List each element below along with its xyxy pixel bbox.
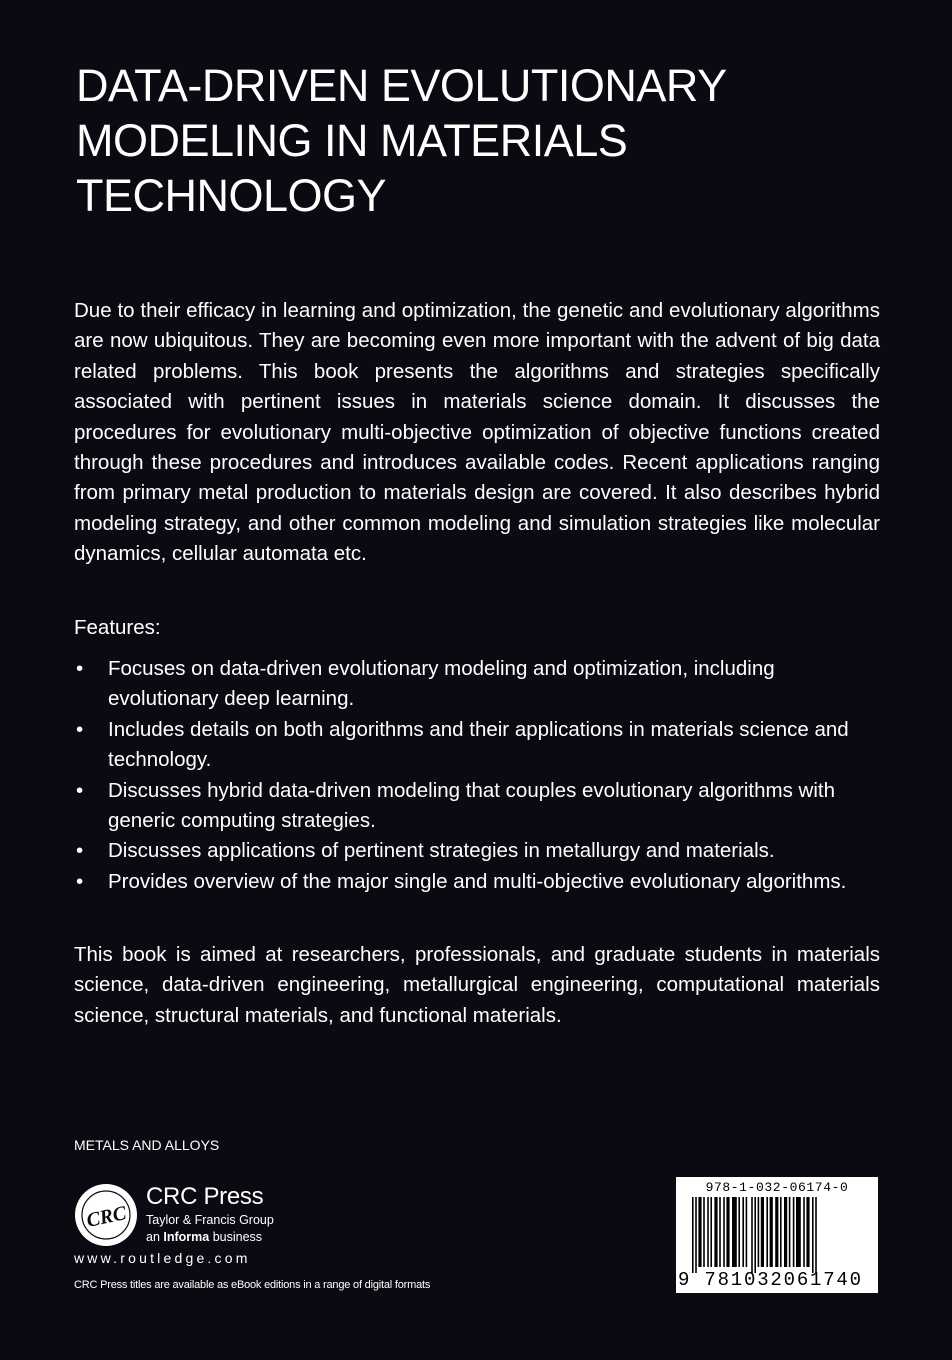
book-title [76, 58, 876, 223]
barcode-bar [766, 1197, 768, 1267]
barcode-bar [796, 1197, 801, 1267]
feature-item [74, 776, 880, 837]
barcode-bar [761, 1197, 764, 1267]
isbn-barcode [676, 1177, 878, 1293]
series-name: METALS AND ALLOYS [74, 1137, 220, 1153]
barcode-bar [719, 1197, 721, 1267]
bullet-icon: • [76, 717, 84, 741]
barcode-bars [690, 1197, 870, 1273]
crc-press-logo-icon [74, 1183, 138, 1247]
barcode-bar [775, 1197, 778, 1267]
barcode-bar [714, 1197, 717, 1267]
barcode-bar [806, 1197, 809, 1267]
barcode-bar [710, 1197, 712, 1267]
barcode-bar [707, 1197, 709, 1267]
barcode-bar [726, 1197, 729, 1267]
logo-text: CRC [84, 1202, 129, 1232]
audience-paragraph: This book is aimed at researchers, professionals, and graduate students in materials science, data-driven engineering, metallurgical engineering, computational materials science, structural materials, and functional materials. [74, 943, 880, 1027]
title-line-1: DATA-DRIVEN EVOLUTIONARY [76, 60, 727, 111]
barcode-bar [754, 1197, 756, 1273]
feature-item [74, 836, 880, 866]
barcode-bar [698, 1197, 701, 1267]
barcode-bar [723, 1197, 725, 1267]
barcode-bar [780, 1197, 782, 1267]
feature-text: Discusses hybrid data-driven modeling that couples evolutionary algorithms with generic computing strategies. [108, 778, 835, 833]
barcode-bar [812, 1197, 814, 1273]
feature-text: Discusses applications of pertinent strategies in metallurgy and materials. [108, 839, 775, 863]
title-line-2: MODELING IN MATERIALS [76, 115, 628, 166]
bullet-icon: • [76, 657, 84, 680]
feature-text: Includes details on both algorithms and their applications in materials science and technology. [108, 717, 849, 772]
ean-digits [678, 1270, 876, 1290]
bullet-icon: • [76, 778, 84, 802]
publisher-informa [146, 1229, 274, 1246]
barcode-bar [742, 1197, 744, 1267]
feature-text: Focuses on data-driven evolutionary modeling and optimization, including evolutionary deep learning. [108, 657, 775, 711]
features-list [74, 654, 880, 897]
barcode-bar [751, 1197, 753, 1273]
ean-first-digit: 9 [678, 1269, 692, 1291]
barcode-bar [695, 1197, 697, 1273]
barcode-bar [803, 1197, 805, 1267]
ebook-note: CRC Press titles are available as eBook editions in a range of digital formats [74, 1279, 431, 1291]
ean-group-1: 781032 [704, 1269, 784, 1291]
website-url[interactable]: www.routledge.com [74, 1250, 251, 1266]
barcode-bar [758, 1197, 760, 1267]
isbn-number: 978-1-032-06174-0 [705, 1180, 849, 1195]
informa-brand: Informa [163, 1230, 210, 1244]
feature-item [74, 867, 880, 897]
feature-item [74, 715, 880, 776]
publisher-name: CRC Press [146, 1183, 264, 1210]
bullet-icon: • [76, 839, 84, 863]
barcode-bar [692, 1197, 694, 1273]
barcode-bar [703, 1197, 705, 1267]
title-line-3: TECHNOLOGY [76, 170, 387, 221]
barcode-bar [793, 1197, 795, 1267]
feature-item [74, 654, 880, 715]
barcode-bar [784, 1197, 787, 1267]
bullet-icon: • [76, 869, 84, 893]
barcode-bar [732, 1197, 737, 1267]
publisher-block [146, 1184, 274, 1246]
barcode-bar [815, 1197, 817, 1273]
barcode-bar [789, 1197, 791, 1267]
features-label: Features: [74, 616, 161, 639]
book-description: Due to their efficacy in learning and optimization, the genetic and evolutionary algorithms are now ubiquitous. They are becoming even more important with the advent of big data related problems. This book presents the algorithms and strategies specifically associated with pertinent issues in materials science domain. It discusses the procedures for evolutionary multi-objective optimization of objective functions created through these procedures and introduces available codes. Recent applications ranging from primary metal production to materials design are covered. It also describes hybrid modeling strategy, and other common modeling and simulation strategies like molecular dynamics, cellular automata etc. [74, 299, 880, 566]
informa-suffix: business [212, 1230, 263, 1244]
ean-group-2: 061740 [783, 1269, 863, 1291]
barcode-bar [746, 1197, 748, 1267]
barcode-bar [770, 1197, 773, 1267]
publisher-group: Taylor & Francis Group [146, 1213, 274, 1227]
feature-text: Provides overview of the major single and multi-objective evolutionary algorithms. [108, 869, 847, 893]
informa-prefix: an [146, 1230, 160, 1244]
barcode-bar [738, 1197, 740, 1267]
